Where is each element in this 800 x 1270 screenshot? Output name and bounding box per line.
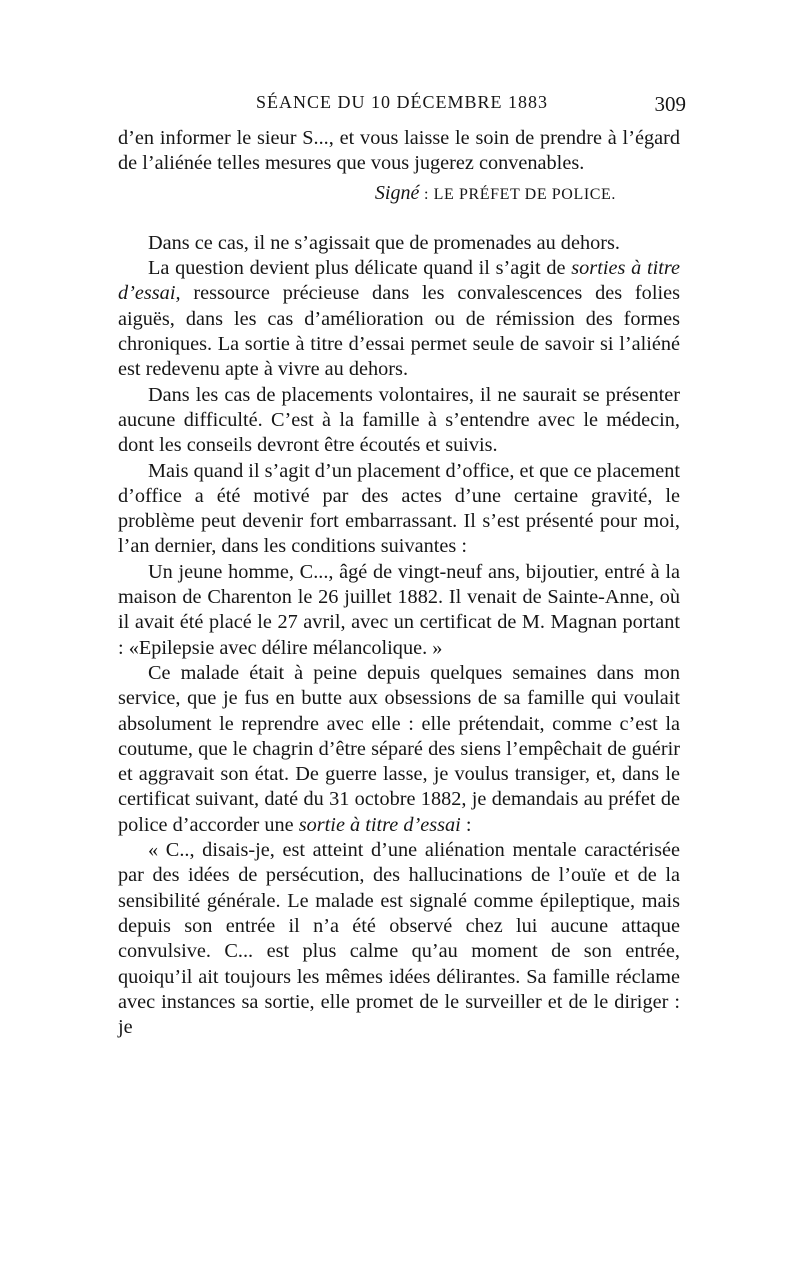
paragraph-5: Un jeune homme, C..., âgé de vingt-neuf ans, bijoutier, entré à la maison de Charenton le 26 juillet 1882. Il venait de Sainte-Anne, où il avait été placé le 27 avril, avec un certificat de M. Magnan portant : «Epilepsie avec délire mélancolique. » bbox=[118, 560, 680, 659]
paragraph-7: « C.., disais-je, est atteint d’une aliénation mentale caractérisée par des idées de persécution, des hallucinations de l’ouïe et de la sensibilité générale. Le malade est signalé comme épileptique, mais depuis son entrée il n’a été observé chez lui aucune attaque convulsive. C... est plus calme qu’au moment de son entrée, quoiqu’il ait toujours les mêmes idées délirantes. Sa famille réclame avec instances sa sortie, elle promet de le surveiller et de le diriger : je bbox=[118, 839, 680, 1039]
signature bbox=[118, 181, 680, 207]
paragraph-1: Dans ce cas, il ne s’agissait que de promenades au dehors. bbox=[148, 231, 620, 254]
page-number: 309 bbox=[654, 92, 686, 116]
paragraph-3: Dans les cas de placements volontaires, il ne saurait se présenter aucune difficulté. C’est à la famille à s’entendre avec le médecin, dont les conseils devront être écoutés et suivis. bbox=[118, 383, 680, 457]
letter-closing: d’en informer le sieur S..., et vous laisse le soin de prendre à l’égard de l’aliénée telles mesures que vous jugerez convenables. bbox=[118, 127, 680, 175]
signed-label: Signé bbox=[374, 181, 420, 204]
paragraph-2: La question devient plus délicate quand il s’agit de sorties à titre d’essai, ressource précieuse dans les convalescences des folies aiguës, dans les cas d’amélioration ou de rémission des formes chroniques. La sortie à titre d’essai permet seule de savoir si l’aliéné est redevenu apte à vivre au dehors. bbox=[118, 257, 680, 381]
signed-name: : LE PRÉFET DE POLICE. bbox=[423, 185, 616, 203]
paragraph-6: Ce malade était à peine depuis quelques semaines dans mon service, que je fus en butte aux obsessions de sa famille qui voulait absolument le reprendre avec elle : elle prétendait, comme c’est la coutume, que le chagrin d’être séparé des siens l’empêchait de guérir et aggravait son état. De guerre lasse, je voulus transiger, et, dans le certificat suivant, daté du 31 octobre 1882, je demandais au préfet de police d’accorder une sortie à titre d’essai : bbox=[118, 661, 680, 836]
running-head bbox=[118, 92, 686, 122]
emphasis-sortie-essai: sortie à titre d’essai bbox=[298, 813, 461, 836]
page-header-title: SÉANCE DU 10 DÉCEMBRE 1883 bbox=[255, 92, 548, 112]
paragraph-4: Mais quand il s’agit d’un placement d’office, et que ce placement d’office a été motivé par des actes d’une certaine gravité, le problème peut devenir fort embarrassant. Il s’est présenté pour moi, l’an dernier, dans les conditions suivantes : bbox=[118, 459, 680, 558]
emphasis-sorties: sorties à titre d’essai, bbox=[118, 257, 680, 305]
body-text bbox=[118, 126, 680, 1040]
